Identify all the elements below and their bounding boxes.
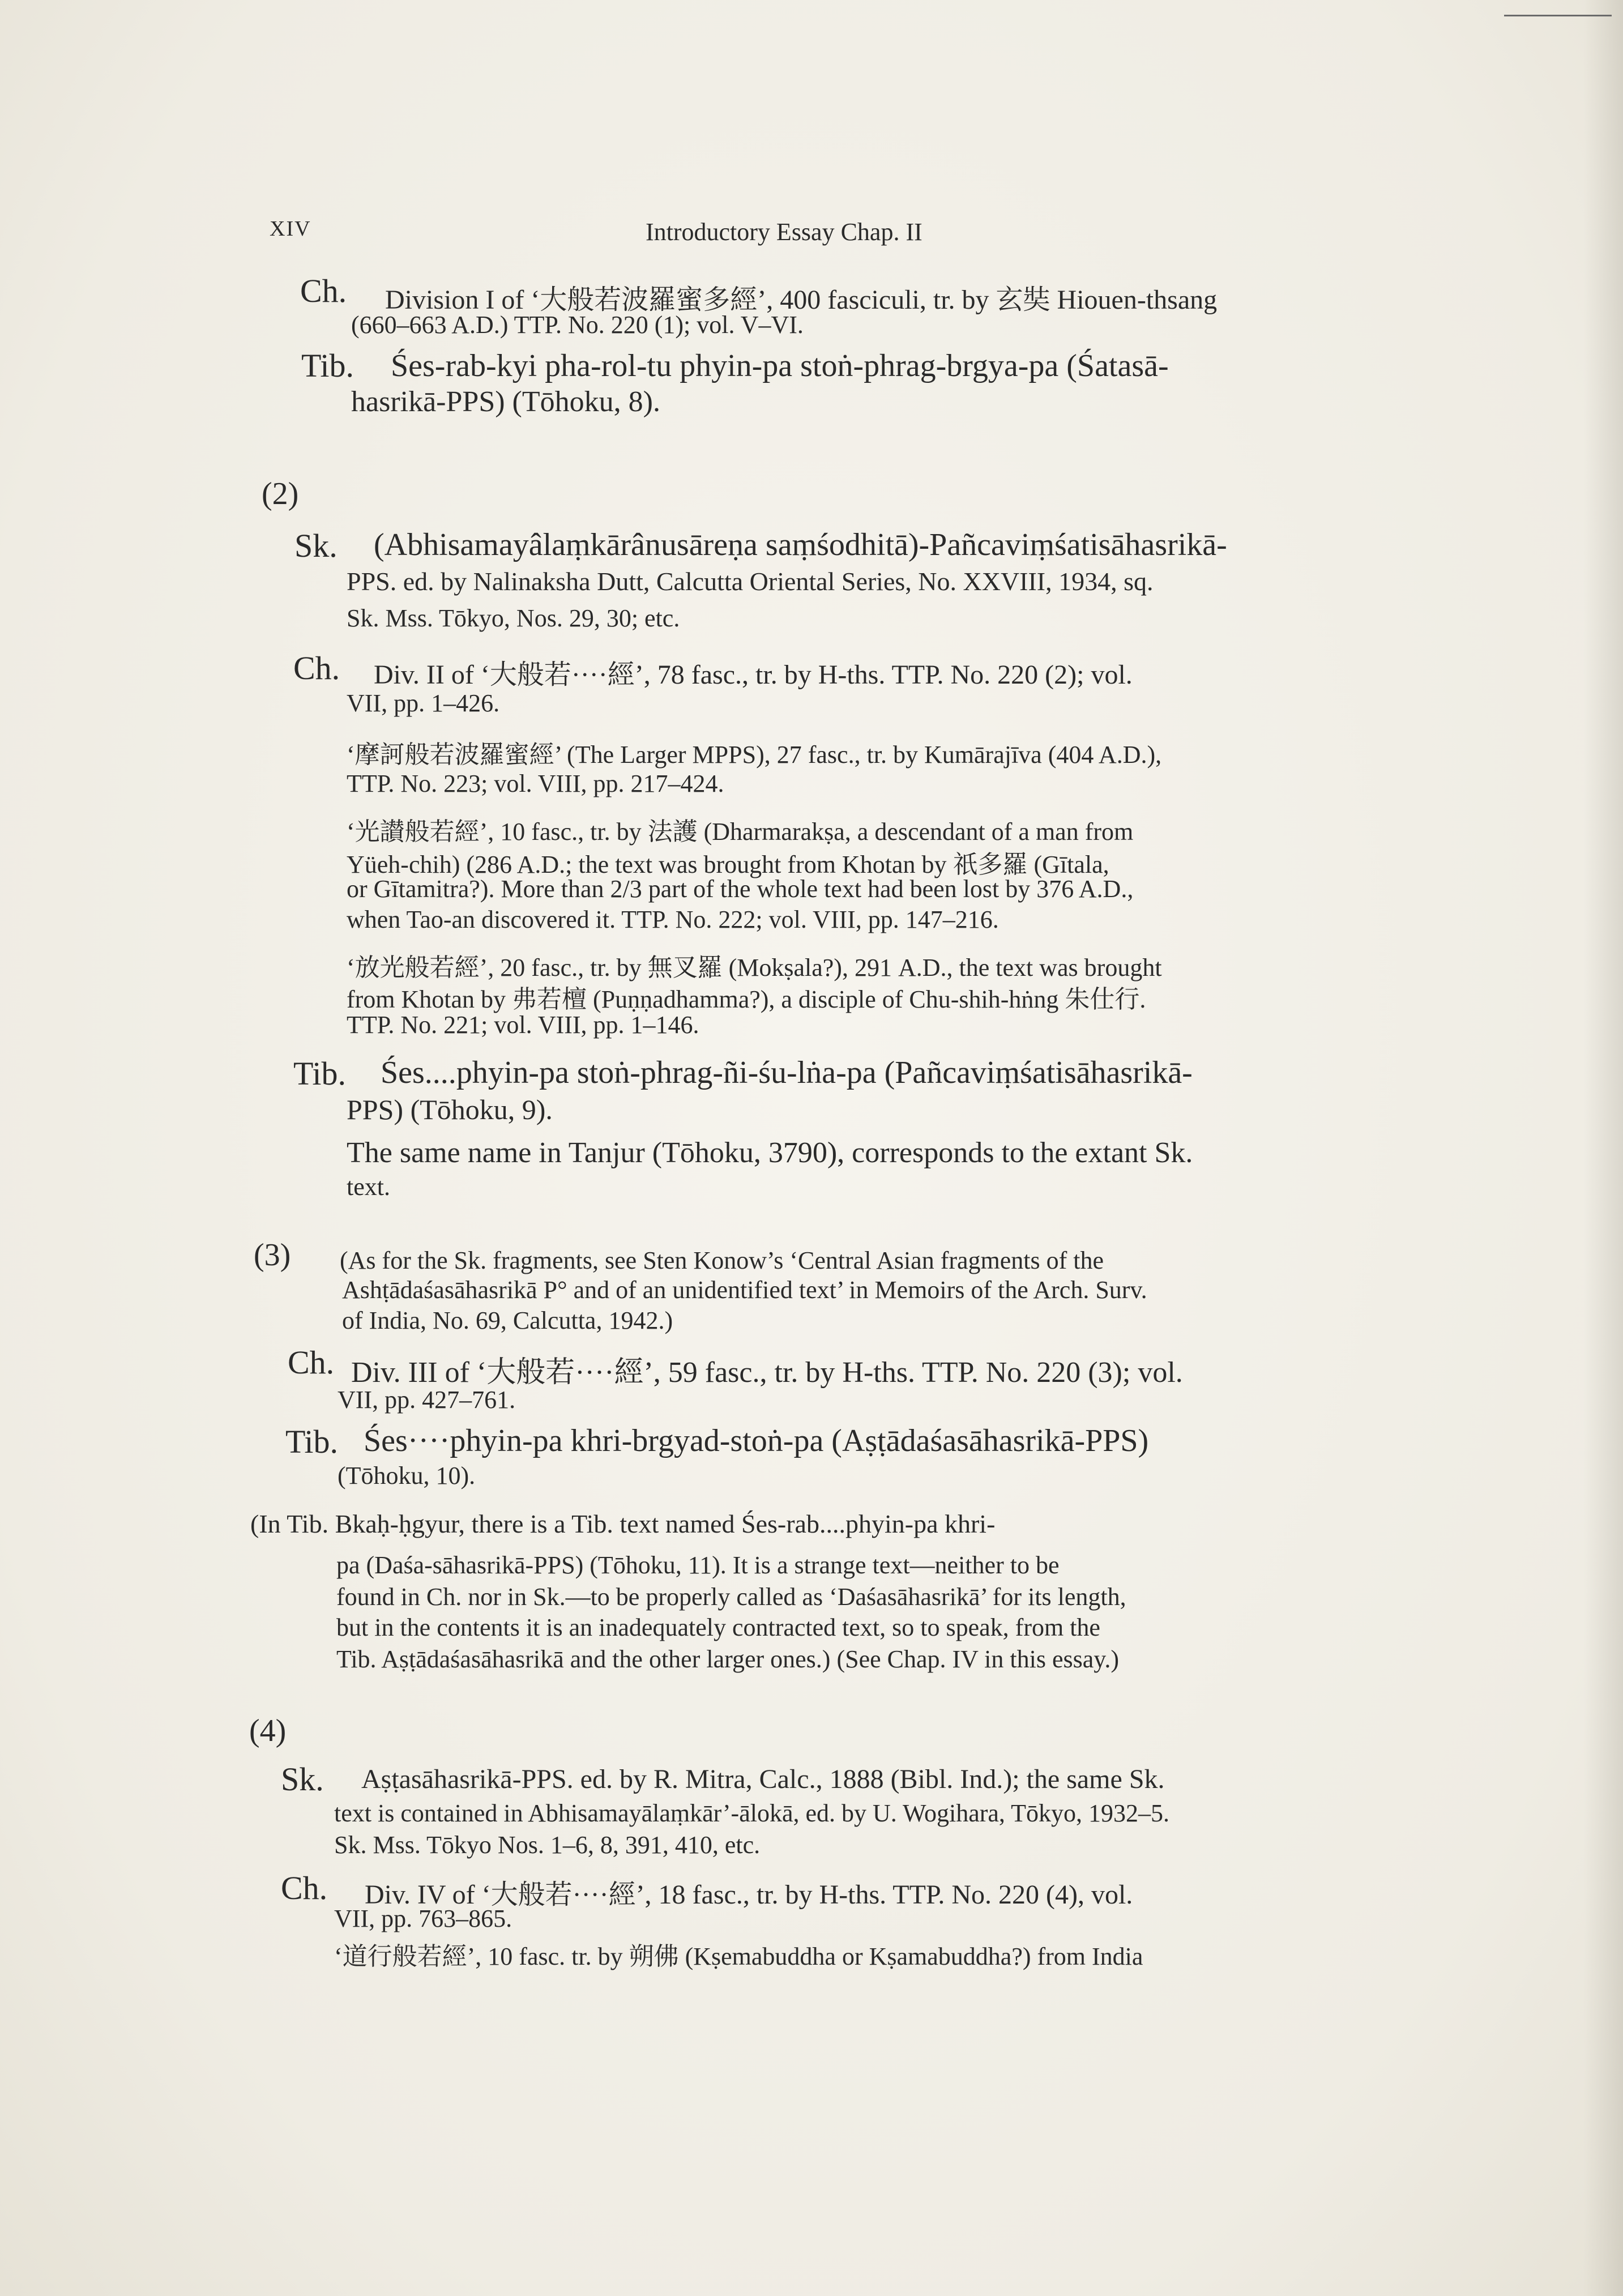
scan-mark: [1504, 15, 1612, 16]
s4-sk-label: Sk.: [281, 1761, 324, 1798]
s1-tib-line1: Śes-rab-kyi pha-rol-tu phyin-pa stoṅ-phrag-brgya-pa (Śatasā-: [391, 348, 1169, 383]
s2-ch-line8: when Tao-an discovered it. TTP. No. 222; vol. VIII, pp. 147–216.: [347, 906, 999, 933]
s2-ch-line11: TTP. No. 221; vol. VIII, pp. 1–146.: [347, 1011, 699, 1039]
s3-extra-line2: pa (Daśa-sāhasrikā-PPS) (Tōhoku, 11). It is a strange text—neither to be: [336, 1551, 1060, 1579]
s3-ch-line1: Div. III of ‘大般若····經’, 59 fasc., tr. by H-ths. TTP. No. 220 (3); vol.: [351, 1356, 1183, 1389]
s4-ch-label: Ch.: [281, 1870, 328, 1906]
running-title: Introductory Essay Chap. II: [646, 218, 922, 246]
s3-ch-line2: VII, pp. 427–761.: [338, 1386, 516, 1414]
page-edge-shadow: [1583, 0, 1623, 2296]
s2-ch-line6: Yüeh-chih) (286 A.D.; the text was brought from Khotan by 祇多羅 (Gītala,: [347, 851, 1109, 878]
s3-ch-label: Ch.: [288, 1344, 335, 1381]
s3-extra-line1: (In Tib. Bkaḥ-ḥgyur, there is a Tib. text named Śes-rab....phyin-pa khri-: [250, 1509, 996, 1538]
s4-sk-line3: Sk. Mss. Tōkyo Nos. 1–6, 8, 391, 410, etc.: [334, 1831, 761, 1859]
s2-ch-line2: VII, pp. 1–426.: [347, 689, 500, 717]
s3-extra-line4: but in the contents it is an inadequately contracted text, so to speak, from the: [336, 1614, 1100, 1641]
s1-ch-line1: Division I of ‘大般若波羅蜜多經’, 400 fasciculi, tr. by 玄奘 Hiouen-thsang: [385, 285, 1218, 315]
s4-ch-line1: Div. IV of ‘大般若····經’, 18 fasc., tr. by H-ths. TTP. No. 220 (4), vol.: [365, 1880, 1133, 1910]
s4-number: (4): [249, 1713, 287, 1748]
s3-note-line2: Ashṭādaśasāhasrikā P° and of an unidentified text’ in Memoirs of the Arch. Surv.: [342, 1276, 1147, 1304]
s2-ch-line4: TTP. No. 223; vol. VIII, pp. 217–424.: [347, 770, 724, 797]
s3-extra-line5: Tib. Aṣṭādaśasāhasrikā and the other larger ones.) (See Chap. IV in this essay.): [336, 1645, 1120, 1673]
s1-ch-label: Ch.: [300, 272, 347, 309]
s4-ch-line2: VII, pp. 763–865.: [334, 1905, 512, 1932]
s3-extra-line3: found in Ch. nor in Sk.—to be properly called as ‘Daśasāhasrikā’ for its length,: [336, 1583, 1126, 1611]
s3-tib-line1: Śes····phyin-pa khri-brgyad-stoṅ-pa (Aṣṭādaśasāhasrikā-PPS): [364, 1423, 1149, 1458]
s1-tib-line2: hasrikā-PPS) (Tōhoku, 8).: [351, 386, 660, 418]
s3-tib-label: Tib.: [285, 1423, 339, 1460]
s2-tib-line4: text.: [347, 1173, 390, 1201]
s2-tib-line1: Śes....phyin-pa stoṅ-phrag-ñi-śu-lṅa-pa (Pañcaviṃśatisāhasrikā-: [381, 1055, 1193, 1090]
s2-ch-line10: from Khotan by 弗若檀 (Puṇṇadhamma?), a disciple of Chu-shih-hṅng 朱仕行.: [347, 985, 1146, 1013]
s1-ch-line2: (660–663 A.D.) TTP. No. 220 (1); vol. V–VI.: [351, 311, 804, 339]
s2-ch-line5: ‘光讃般若經’, 10 fasc., tr. by 法護 (Dharmarakṣa, a descendant of a man from: [347, 818, 1134, 846]
s4-ch-line3: ‘道行般若經’, 10 fasc. tr. by 朔佛 (Kṣemabuddha or Kṣamabuddha?) from India: [334, 1943, 1143, 1970]
s2-sk-line1: (Abhisamayâlaṃkārânusāreṇa saṃśodhitā)-Pañcaviṃśatisāhasrikā-: [374, 527, 1227, 562]
s2-number: (2): [262, 476, 299, 511]
s2-ch-line9: ‘放光般若經’, 20 fasc., tr. by 無叉羅 (Mokṣala?), 291 A.D., the text was brought: [347, 954, 1162, 981]
s2-tib-line2: PPS) (Tōhoku, 9).: [347, 1094, 553, 1125]
s2-sk-line3: Sk. Mss. Tōkyo, Nos. 29, 30; etc.: [347, 604, 680, 632]
s2-ch-label: Ch.: [293, 650, 340, 686]
s1-tib-label: Tib.: [301, 347, 355, 384]
s3-note-line1: (As for the Sk. fragments, see Sten Konow’s ‘Central Asian fragments of the: [340, 1247, 1104, 1274]
s2-tib-line3: The same name in Tanjur (Tōhoku, 3790), corresponds to the extant Sk.: [347, 1137, 1193, 1169]
s3-number: (3): [254, 1237, 291, 1273]
s2-sk-line2: PPS. ed. by Nalinaksha Dutt, Calcutta Oriental Series, No. XXVIII, 1934, sq.: [347, 567, 1154, 596]
page-number: XIV: [270, 217, 311, 241]
s2-ch-line7: or Gītamitra?). More than 2/3 part of the whole text had been lost by 376 A.D.,: [347, 875, 1134, 903]
s3-tib-line2: (Tōhoku, 10).: [338, 1462, 476, 1490]
s3-note-line3: of India, No. 69, Calcutta, 1942.): [342, 1307, 673, 1334]
s2-sk-label: Sk.: [294, 527, 338, 564]
s4-sk-line1: Aṣṭasāhasrikā-PPS. ed. by R. Mitra, Calc., 1888 (Bibl. Ind.); the same Sk.: [361, 1764, 1165, 1794]
s2-tib-label: Tib.: [293, 1055, 347, 1092]
s2-ch-line1: Div. II of ‘大般若····經’, 78 fasc., tr. by H-ths. TTP. No. 220 (2); vol.: [374, 660, 1133, 690]
s2-ch-line3: ‘摩訶般若波羅蜜經’ (The Larger MPPS), 27 fasc., tr. by Kumārajīva (404 A.D.),: [347, 741, 1162, 769]
s4-sk-line2: text is contained in Abhisamayālaṃkār’-ālokā, ed. by U. Wogihara, Tōkyo, 1932–5.: [334, 1799, 1170, 1827]
